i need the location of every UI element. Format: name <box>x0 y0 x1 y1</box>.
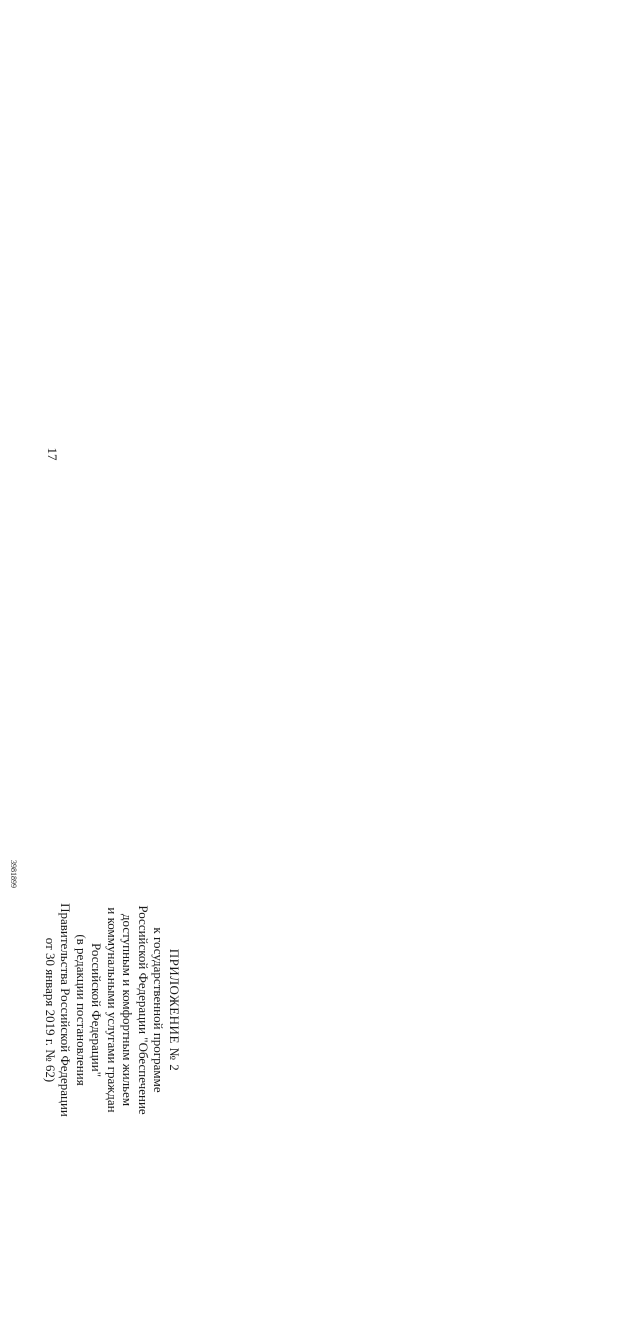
appendix-line: доступным и комфортным жильем <box>120 913 136 1107</box>
appendix-line: Российской Федерации "Обеспечение <box>136 905 151 1115</box>
appendix-line: и коммунальными услугами граждан <box>105 907 120 1113</box>
appendix-line: Правительства Российской Федерации <box>58 903 74 1117</box>
rotated-page-content <box>0 530 190 1320</box>
appendix-title: ПРИЛОЖЕНИЕ № 2 <box>167 948 182 1072</box>
appendix-block <box>43 860 183 1160</box>
page-number: 17 <box>45 447 60 461</box>
appendix-line: от 30 января 2019 г. № 62) <box>43 937 58 1083</box>
appendix-line: Российской Федерации" <box>89 942 105 1078</box>
appendix-line: (в редакции постановления <box>74 934 89 1086</box>
appendix-line: к государственной программе <box>151 927 167 1093</box>
document-code: 3981899 <box>9 860 18 888</box>
